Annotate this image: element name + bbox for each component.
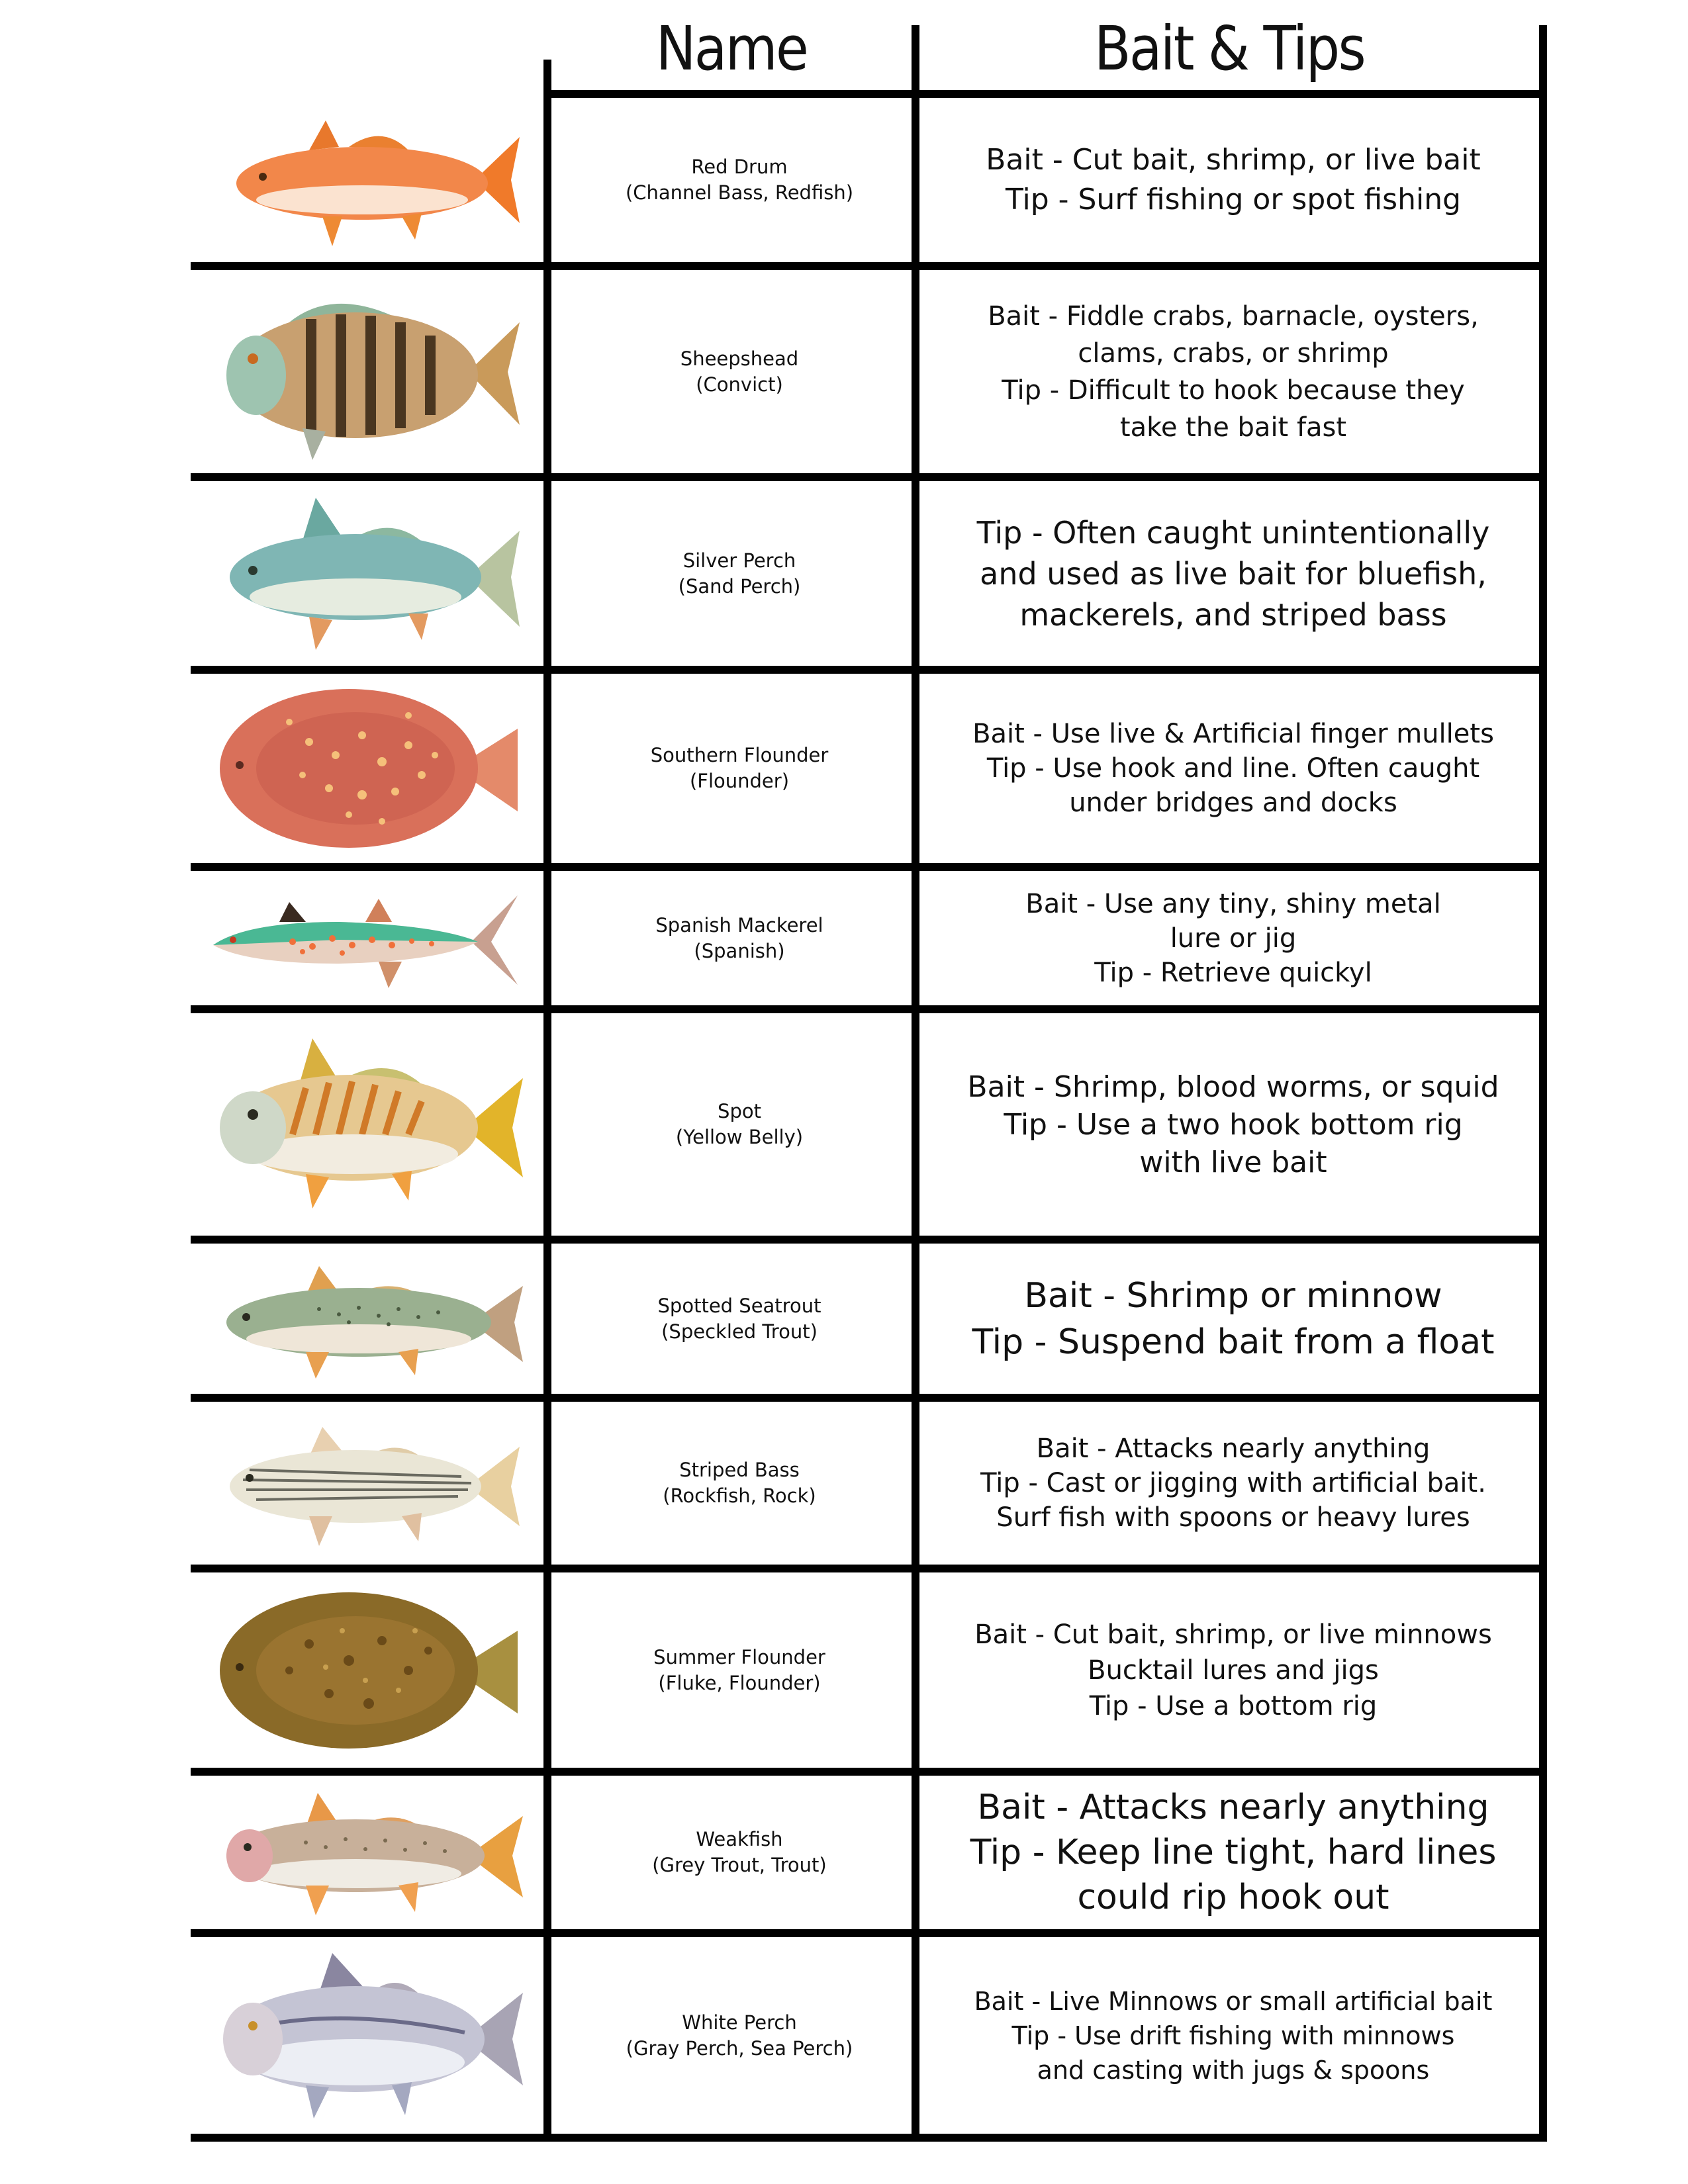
row-separator — [191, 863, 1547, 871]
fish-image-cell — [191, 481, 539, 666]
tip-line: take the bait fast — [1119, 412, 1347, 443]
fish-image-cell — [191, 1402, 539, 1565]
fish-name: White Perch — [682, 2011, 797, 2034]
tip-line: Bait - Live Minnows or small artificial bait — [974, 1986, 1493, 2016]
row-separator — [191, 666, 1547, 674]
table-row — [191, 1244, 1543, 1394]
fish-image-cell — [191, 98, 539, 262]
table-row — [191, 1937, 1543, 2134]
fish-image-cell — [191, 1776, 539, 1929]
fish-name: Silver Perch — [682, 549, 796, 572]
fish-name: Spanish Mackerel — [655, 913, 823, 936]
fish-name: Sheepshead — [680, 347, 799, 370]
bait-tips-cell — [923, 1013, 1543, 1236]
tip-line: lure or jig — [1170, 923, 1297, 954]
bait-tips-cell — [923, 98, 1543, 262]
tip-line: Bait - Shrimp or minnow — [1024, 1275, 1442, 1316]
name-column-heading: Name — [655, 13, 808, 84]
tip-line: Tip - Use a bottom rig — [1089, 1690, 1378, 1721]
tip-line: and used as live bait for bluefish, — [980, 555, 1487, 592]
bait-tips-column-heading: Bait & Tips — [1094, 13, 1364, 84]
fish-name-cell — [555, 481, 923, 666]
fish-name-cell — [555, 1776, 923, 1929]
row-separator — [191, 473, 1547, 481]
table-row — [191, 270, 1543, 473]
table-row — [191, 1402, 1543, 1565]
tip-line: Tip - Suspend bait from a float — [972, 1322, 1495, 1362]
fish-alt-names: (Fluke, Flounder) — [658, 1671, 821, 1694]
fish-name-cell — [555, 1402, 923, 1565]
fish-name: Spotted Seatrout — [657, 1294, 821, 1317]
fish-alt-names: (Yellow Belly) — [675, 1126, 804, 1148]
southern-flounder-fish-illustration-icon — [210, 682, 521, 854]
fish-name-cell — [555, 98, 923, 262]
row-separator — [191, 1768, 1547, 1776]
bait-tips-cell — [923, 1937, 1543, 2134]
table-bottom-rule — [191, 2134, 1547, 2142]
tip-line: mackerels, and striped bass — [1019, 596, 1447, 633]
table-row — [191, 481, 1543, 666]
spot-fish-illustration-icon — [207, 1035, 524, 1214]
tip-line: Tip - Often caught unintentionally — [976, 514, 1490, 551]
bait-tips-cell — [923, 871, 1543, 1005]
table-row — [191, 1572, 1543, 1768]
fish-name: Weakfish — [696, 1828, 783, 1850]
tip-line: Bait - Use any tiny, shiny metal — [1025, 888, 1441, 919]
tip-line: with live bait — [1139, 1145, 1327, 1179]
fish-name-cell — [555, 1572, 923, 1768]
row-separator — [191, 1394, 1547, 1402]
fish-alt-names: (Spanish) — [694, 939, 785, 962]
row-separator — [191, 1565, 1547, 1572]
fish-image-cell — [191, 871, 539, 1005]
fish-name-cell — [555, 270, 923, 473]
fish-alt-names: (Gray Perch, Sea Perch) — [626, 2036, 853, 2060]
table-row — [191, 1776, 1543, 1929]
fish-alt-names: (Convict) — [696, 373, 783, 396]
bait-tips-cell — [923, 1776, 1543, 1929]
fish-alt-names: (Rockfish, Rock) — [663, 1484, 816, 1507]
fish-image-cell — [191, 1244, 539, 1394]
fish-name-cell — [555, 1937, 923, 2134]
fish-image-cell — [191, 270, 539, 473]
spotted-seatrout-fish-illustration-icon — [207, 1256, 524, 1382]
tip-line: Tip - Keep line tight, hard lines — [970, 1833, 1497, 1872]
red-drum-fish-illustration-icon — [210, 111, 521, 250]
fish-name-cell — [555, 871, 923, 1005]
weakfish-fish-illustration-icon — [207, 1786, 524, 1919]
fish-image-cell — [191, 1572, 539, 1768]
fish-name-cell — [555, 1013, 923, 1236]
table-row — [191, 1013, 1543, 1236]
tip-line: Tip - Use drift fishing with minnows — [1011, 2021, 1455, 2050]
summer-flounder-fish-illustration-icon — [210, 1584, 521, 1756]
silver-perch-fish-illustration-icon — [210, 494, 521, 653]
bait-tips-cell — [923, 481, 1543, 666]
bait-tips-cell — [923, 674, 1543, 863]
tip-line: Bait - Attacks nearly anything — [977, 1788, 1489, 1827]
white-perch-fish-illustration-icon — [207, 1950, 524, 2122]
spanish-mackerel-fish-illustration-icon — [207, 886, 524, 991]
tip-line: Bait - Use live & Artificial finger mullets — [972, 719, 1494, 749]
tip-line: Tip - Retrieve quickyl — [1094, 957, 1372, 988]
fish-image-cell — [191, 1013, 539, 1236]
fish-name: Southern Flounder — [650, 744, 829, 766]
fish-name: Striped Bass — [679, 1459, 800, 1481]
fish-name: Summer Flounder — [653, 1645, 825, 1668]
tip-line: under bridges and docks — [1069, 788, 1397, 818]
fish-alt-names: (Grey Trout, Trout) — [652, 1854, 827, 1876]
tip-line: and casting with jugs & spoons — [1037, 2055, 1430, 2085]
fish-name: Spot — [718, 1100, 761, 1122]
fish-image-cell — [191, 674, 539, 863]
bait-tips-cell — [923, 1572, 1543, 1768]
fish-alt-names: (Speckled Trout) — [661, 1320, 818, 1343]
table-row — [191, 674, 1543, 863]
tip-line: Bait - Cut bait, shrimp, or live minnows — [974, 1619, 1492, 1650]
fish-name: Red Drum — [691, 156, 788, 178]
bait-tips-cell — [923, 1244, 1543, 1394]
row-separator — [191, 262, 1547, 270]
tip-line: Bait - Fiddle crabs, barnacle, oysters, — [988, 300, 1479, 332]
tip-line: Bucktail lures and jigs — [1088, 1655, 1379, 1686]
row-separator — [191, 1236, 1547, 1244]
fish-alt-names: (Channel Bass, Redfish) — [625, 181, 854, 204]
tip-line: Bait - Shrimp, blood worms, or squid — [967, 1069, 1499, 1104]
tip-line: Surf fish with spoons or heavy lures — [996, 1502, 1470, 1533]
striped-bass-fish-illustration-icon — [210, 1417, 521, 1549]
tip-line: Tip - Cast or jigging with artificial bait. — [980, 1468, 1486, 1498]
fish-name-cell — [555, 674, 923, 863]
table-row — [191, 98, 1543, 262]
bait-tips-cell — [923, 270, 1543, 473]
tip-line: Tip - Difficult to hook because they — [1002, 375, 1465, 406]
tip-line: Tip - Surf fishing or spot fishing — [1005, 183, 1462, 216]
tip-line: clams, crabs, or shrimp — [1078, 338, 1389, 369]
tip-line: Tip - Use hook and line. Often caught — [986, 753, 1480, 784]
tip-line: Tip - Use a two hook bottom rig — [1004, 1107, 1463, 1142]
tip-line: Bait - Attacks nearly anything — [1036, 1433, 1430, 1464]
bait-tips-cell — [923, 1402, 1543, 1565]
tip-line: Bait - Cut bait, shrimp, or live bait — [986, 143, 1481, 177]
row-separator — [191, 1005, 1547, 1013]
row-separator — [191, 1929, 1547, 1937]
fish-image-cell — [191, 1937, 539, 2134]
tip-line: could rip hook out — [1077, 1878, 1389, 1917]
fish-name-cell — [555, 1244, 923, 1394]
header-bottom-rule — [543, 90, 1547, 98]
fish-alt-names: (Flounder) — [689, 770, 790, 792]
table-row — [191, 871, 1543, 1005]
sheepshead-fish-illustration-icon — [210, 283, 521, 461]
fish-alt-names: (Sand Perch) — [678, 574, 801, 598]
